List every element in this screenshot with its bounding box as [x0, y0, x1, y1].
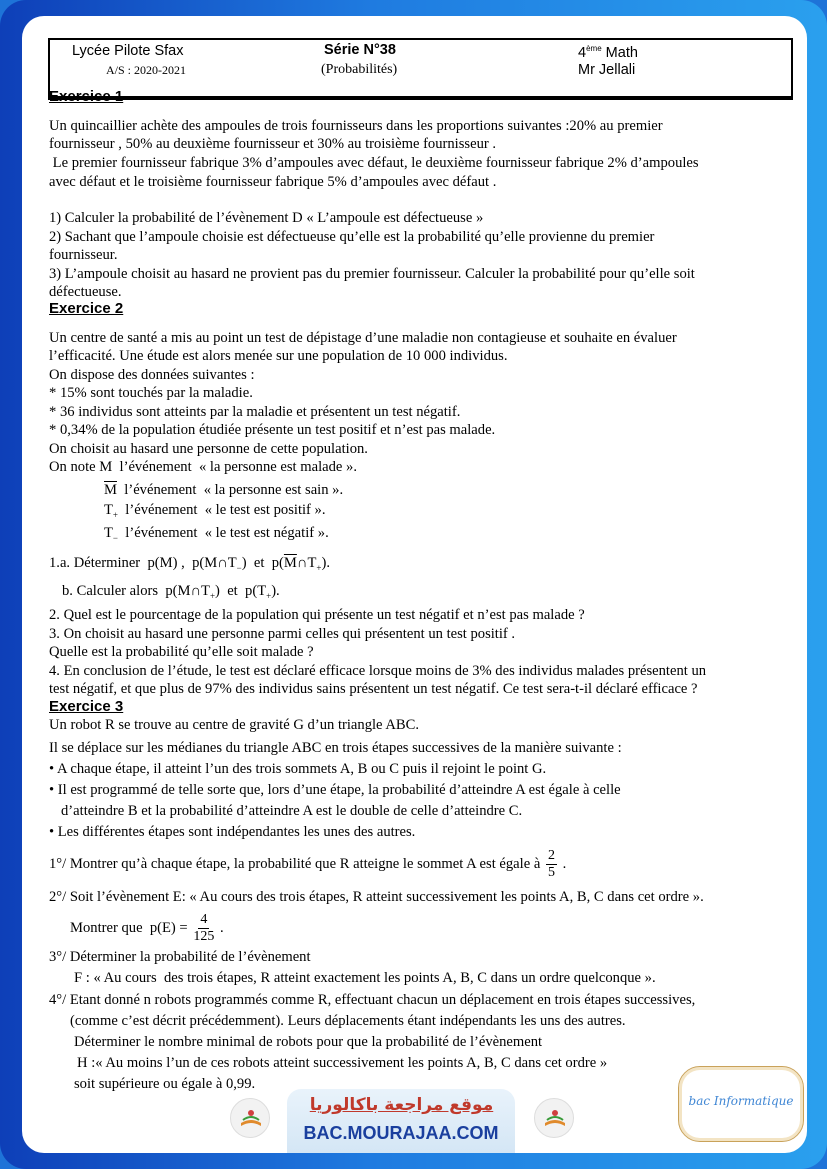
ex2-question-2: 2. Quel est le pourcentage de la population qui présente un test négatif et n’est pas malade ? — [49, 607, 585, 623]
ex3-event-h: H :« Au moins l’un de ces robots atteint successivement les points A, B, C dans cet ordre » — [77, 1055, 608, 1071]
ex3-bullet-cont: d’atteindre B et la probabilité d’atteindre A est le double de celle d’atteindre C. — [61, 803, 523, 819]
ex3-event-f: F : « Au cours des trois étapes, R atteint exactement les points A, B, C dans un ordre quelconque ». — [74, 970, 656, 986]
ex2-line: Un centre de santé a mis au point un test de dépistage d’une maladie non contagieuse et souhaite en évaluer — [49, 330, 677, 346]
book-logo-icon — [534, 1098, 574, 1138]
ex2-line: * 0,34% de la population étudiée présente un test positif et n’est pas malade. — [49, 422, 496, 438]
ex3-line: Un robot R se trouve au centre de gravité G d’un triangle ABC. — [49, 717, 420, 733]
ex1-line: Le premier fournisseur fabrique 3% d’ampoules avec défaut, le deuxième fournisseur fabrique 2% d’ampoules — [49, 155, 699, 171]
ex2-question-3: 3. On choisit au hasard une personne parmi celles qui présentent un test positif . — [49, 626, 516, 642]
exercise-1-title: Exercice 1 — [49, 88, 124, 105]
ex2-line: l’efficacité. Une étude est alors menée sur une population de 10 000 individus. — [49, 348, 508, 364]
ex3-question-4-cont: (comme c’est décrit précédemment). Leurs déplacements étant indépendants les uns des autres. — [70, 1013, 626, 1029]
ex2-definition-negatif: $T_-$ l’événement « le test est négatif ». — [104, 525, 329, 543]
ex3-bullet: • Les différentes étapes sont indépendantes les unes des autres. — [49, 824, 416, 840]
ex2-question-3-cont: Quelle est la probabilité qu’elle soit malade ? — [49, 644, 314, 660]
ex2-line: On note M l’événement « la personne est malade ». — [49, 459, 357, 475]
ex1-question-2: 2) Sachant que l’ampoule choisie est défectueuse qu’elle est la probabilité qu’elle provienne du premier — [49, 229, 655, 245]
ex3-question-3: 3°/ Déterminer la probabilité de l’évènement — [49, 949, 311, 965]
ex3-question-1: 1°/ Montrer qu’à chaque étape, la probabilité que R atteigne le sommet A est égale à $\frac{2}{5}$ . — [49, 848, 567, 880]
school-year: A/S : 2020-2021 — [106, 63, 187, 77]
ex1-question-2-cont: fournisseur. — [49, 247, 118, 263]
ex1-line: avec défaut et le troisième fournisseur fabrique 5% d’ampoules avec défaut . — [49, 174, 497, 190]
ex3-bullet: • A chaque étape, il atteint l’un des trois sommets A, B ou C puis il rejoint le point G. — [49, 761, 547, 777]
ex1-line: Un quincaillier achète des ampoules de trois fournisseurs dans les proportions suivantes :20% au premier — [49, 118, 663, 134]
ex1-line: fournisseur , 50% au deuxième fournisseur et 30% au troisième fournisseur . — [49, 136, 497, 152]
badge-label: bac Informatique — [688, 1094, 794, 1108]
ex1-question-3-cont: défectueuse. — [49, 284, 122, 300]
school-name: Lycée Pilote Sfax — [72, 43, 184, 59]
ex2-question-4: 4. En conclusion de l’étude, le test est déclaré efficace lorsque moins de 3% des individus malades présentent un — [49, 663, 707, 679]
class-level: 4ème Math — [578, 44, 638, 61]
fraction: $\frac{2}{5}$ — [547, 848, 555, 880]
series-number: Série N°38 — [324, 42, 396, 58]
ex2-line: * 36 individus sont atteints par la maladie et présentent un test négatif. — [49, 404, 461, 420]
ex1-question-3: 3) L’ampoule choisit au hasard ne provient pas du premier fournisseur. Calculer la probabilité pour qu’elle soit — [49, 266, 695, 282]
ex2-question-1a: 1.a. Déterminer p(M) , $p(M\cap T_-)$ et $p(\overline{M}\cap T_+)$. — [49, 555, 330, 573]
ex2-definition-positif: $T_+$ l’événement « le test est positif ». — [104, 502, 326, 520]
ex2-question-1b: b. Calculer alors $p(M\cap T_+)$ et $p(T_+)$. — [62, 583, 280, 601]
ex2-definition-sain: $\overline{M}$ l’événement « la personne est sain ». — [104, 482, 344, 498]
book-logo-icon — [230, 1098, 270, 1138]
ex2-line: On dispose des données suivantes : — [49, 367, 255, 383]
ex1-question-1: 1) Calculer la probabilité de l’évènement D « L’ampoule est défectueuse » — [49, 210, 484, 226]
document-page — [22, 16, 807, 1153]
ex3-question-2: 2°/ Soit l’évènement E: « Au cours des trois étapes, R atteint successivement les points A, B, C dans cet ordre ». — [49, 889, 704, 905]
series-subject: (Probabilités) — [321, 62, 398, 77]
teacher-name: Mr Jellali — [578, 62, 636, 78]
ex3-question-2-formula: Montrer que p(E) = $\frac{4}{125}$ . — [70, 912, 224, 944]
ex3-question-4: 4°/ Etant donné n robots programmés comme R, effectuant chacun un déplacement en trois étapes successives, — [49, 992, 696, 1008]
exercise-3-title: Exercice 3 — [49, 698, 124, 715]
ex2-line: On choisit au hasard une personne de cette population. — [49, 441, 368, 457]
ex2-line: * 15% sont touchés par la maladie. — [49, 385, 253, 401]
ex3-line: Il se déplace sur les médianes du triangle ABC en trois étapes successives de la manière suivante : — [49, 740, 622, 756]
ex3-question-4-cont: soit supérieure ou égale à 0,99. — [74, 1076, 256, 1092]
ex2-question-4-cont: test négatif, et que plus de 97% des individus sains présentent un test négatif. Ce test sera-t-il déclaré efficace ? — [49, 681, 698, 697]
exercise-2-title: Exercice 2 — [49, 300, 124, 317]
banner-site-link[interactable]: BAC.MOURAJAA.COM — [303, 1123, 499, 1143]
ex3-bullet: • Il est programmé de telle sorte que, lors d’une étape, la probabilité d’atteindre A est égale à celle — [49, 782, 621, 798]
ex3-question-4-cont: Déterminer le nombre minimal de robots pour que la probabilité de l’évènement — [74, 1034, 543, 1050]
fraction: $\frac{4}{125}$ — [193, 912, 215, 944]
banner-arabic-title: موقع مراجعة باكالوريا — [309, 1095, 494, 1115]
